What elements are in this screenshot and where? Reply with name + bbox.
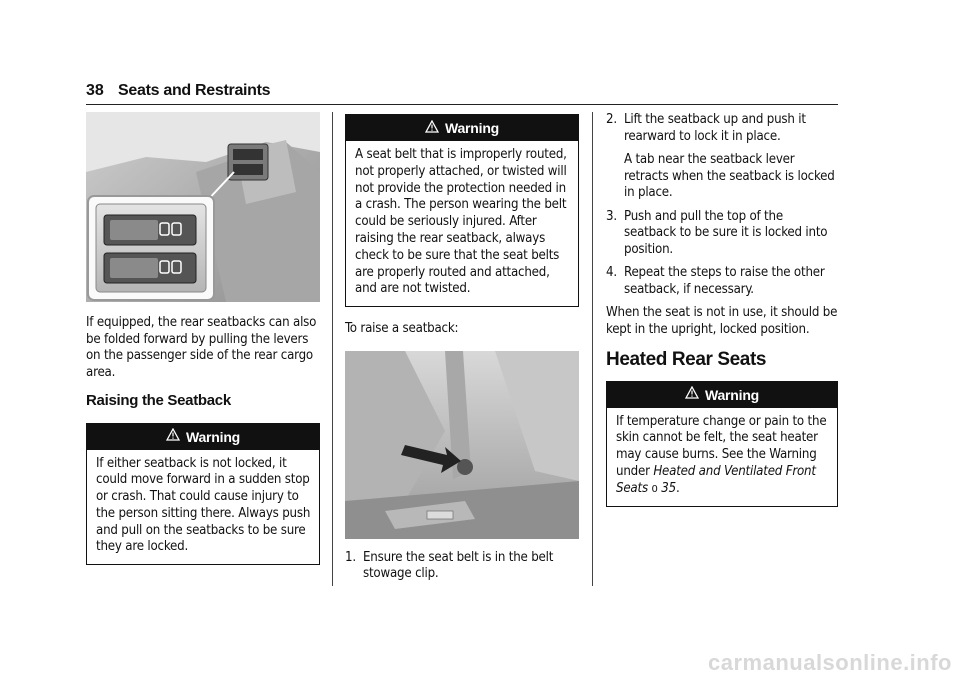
watermark: carmanualsonline.info bbox=[708, 650, 952, 675]
warning-box-seat-belt-routing bbox=[345, 114, 579, 307]
section-heading-heated-rear-seats: Heated Rear Seats bbox=[606, 349, 767, 370]
warning-title: Warning bbox=[185, 428, 241, 445]
to-raise-intro: To raise a seatback: bbox=[345, 321, 459, 337]
cross-reference-link[interactable]: Heated and Ventilated Front Seats bbox=[616, 463, 816, 496]
warning-triangle-icon bbox=[166, 423, 180, 449]
intro-text: If equipped, the rear seatbacks can also be folded forward by pulling the levers on the passenger side of the rear cargo area. bbox=[86, 315, 317, 380]
warning-text: If either seatback is not locked, it could move forward in a sudden stop or crash. That could cause injury to the person sitting there. Always push and pull on the seatbacks to be sure they are locked. bbox=[96, 455, 311, 555]
section-title: Seats and Restraints bbox=[118, 82, 271, 99]
warning-box-seat-heater bbox=[606, 381, 838, 508]
step-2-note: A tab near the seatback lever retracts when the seatback is locked in place. bbox=[624, 152, 835, 200]
warning-title: Warning bbox=[444, 120, 500, 136]
warning-header bbox=[607, 382, 837, 408]
warning-box-seatback-lock bbox=[86, 423, 320, 566]
seatback-levers-figure bbox=[86, 112, 320, 302]
column-divider bbox=[592, 112, 593, 586]
belt-stowage-clip-figure bbox=[345, 351, 579, 539]
warning-triangle-icon bbox=[425, 115, 439, 141]
step-4: 4. Repeat the steps to raise the other seatback, if necessary. bbox=[606, 265, 825, 297]
page-number: 38 bbox=[86, 82, 104, 99]
column-1 bbox=[86, 112, 320, 565]
page-header bbox=[86, 82, 838, 104]
page-ref-number[interactable]: 35 bbox=[661, 480, 676, 496]
warning-title: Warning bbox=[704, 386, 760, 403]
step-2: 2. Lift the seatback up and push it rearward to lock it in place. bbox=[606, 112, 806, 144]
step-1: 1. Ensure the seat belt is in the belt stowage clip. bbox=[345, 549, 554, 582]
warning-header bbox=[346, 115, 578, 141]
warning-triangle-icon bbox=[685, 381, 699, 407]
header-rule bbox=[86, 104, 838, 105]
section-heading-raising-seatback: Raising the Seatback bbox=[86, 392, 231, 409]
column-2 bbox=[345, 114, 579, 583]
upright-note: When the seat is not in use, it should be kept in the upright, locked position. bbox=[606, 305, 838, 337]
warning-text: If temperature change or pain to the skin cannot be felt, the seat heater may cause burns. See the Warning under Heated and Ventilated Front Seats 0 35. bbox=[616, 413, 827, 496]
warning-text: A seat belt that is improperly routed, not properly attached, or twisted will not provide the protection needed in a crash. The person wearing the belt could be seriously injured. After raising the rear seatback, always check to be sure that the seat belts are properly routed and attached, and are not twisted. bbox=[355, 147, 567, 297]
warning-header bbox=[87, 424, 319, 450]
page-ref-icon: 0 bbox=[651, 483, 658, 495]
column-3 bbox=[606, 112, 838, 507]
column-divider bbox=[332, 112, 333, 586]
step-3: 3. Push and pull the top of the seatback to be sure it is locked into position. bbox=[606, 208, 828, 257]
